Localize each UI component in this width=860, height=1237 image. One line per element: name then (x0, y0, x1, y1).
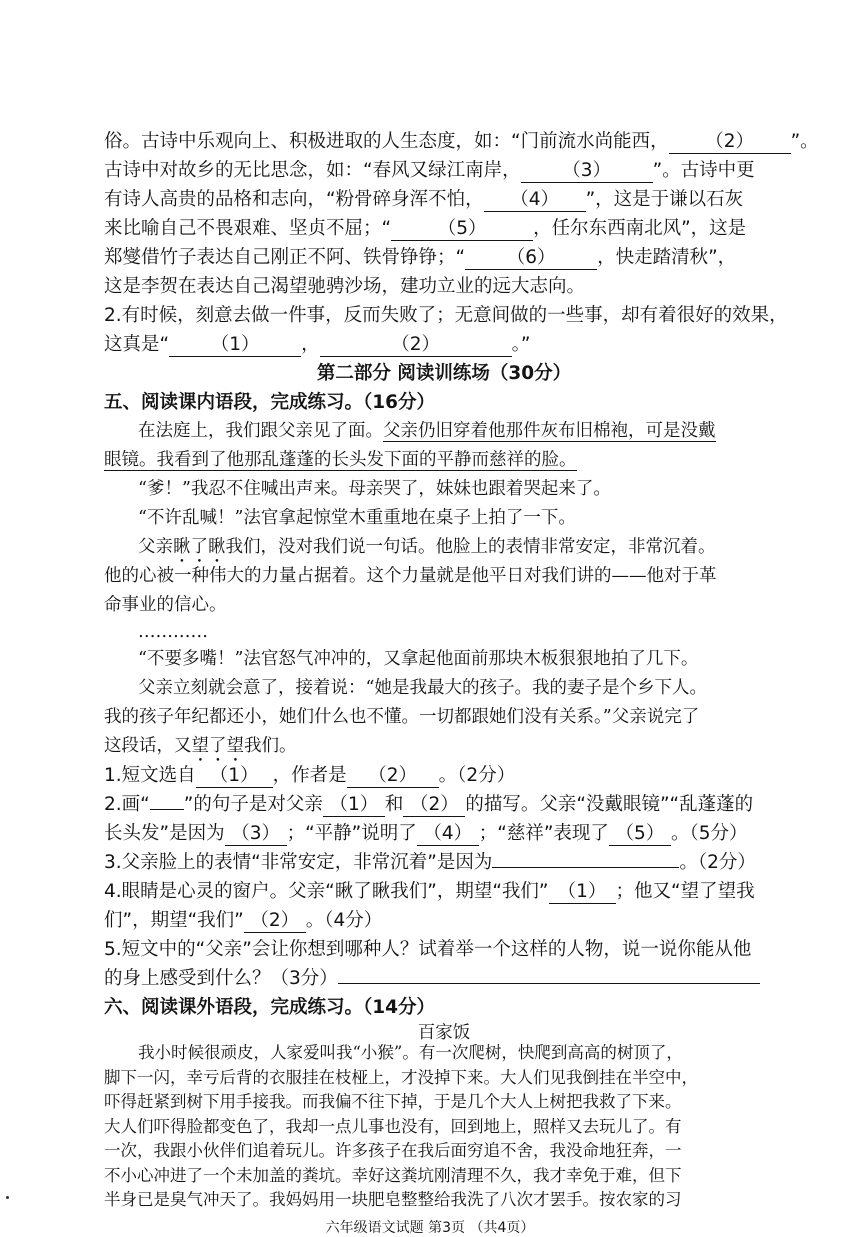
underlined-sentence: 父亲仍旧穿着他那件灰布旧棉袍，可是没戴 (383, 421, 716, 441)
passage-line: 半身已是臭气冲天了。我妈妈用一块肥皂整整给我洗了八次才罢手。按农家的习 (104, 1190, 682, 1209)
underlined-sentence: 眼镜。我看到了他那乱蓬蓬的长头发下面的平静而慈祥的脸。 (104, 450, 577, 470)
passage-line: 我的孩子年纪都还小，她们什么也不懂。一切都跟她们没有关系。”父亲说完了 (104, 707, 700, 727)
poem-line-3: 有诗人高贵的品格和志向，“粉骨碎身浑不怕， （4） ”，这是于谦以石灰 (104, 189, 744, 210)
passage-line: 他的心被一种伟大的力量占据着。这个力量就是他平日对我们讲的——他对于革 (104, 566, 717, 586)
question-3: 3.父亲脸上的表情“非常安定，非常沉着”是因为 。（2分） (104, 852, 756, 873)
story-title: 百家饭 (417, 1023, 471, 1043)
answer-blank[interactable]: （1） (196, 765, 273, 788)
poem-line-1: 俗。古诗中乐观向上、积极进取的人生态度，如：“门前流水尚能西， （2） ”。 (104, 131, 819, 152)
answer-blank[interactable]: （2） (244, 910, 306, 933)
passage-line: 脚下一闪，幸亏后背的衣服挂在枝桠上，才没掉下来。大人们见我倒挂在半空中， (104, 1067, 698, 1087)
question-4-line-1: 4.眼睛是心灵的窗户。父亲“瞅了瞅我们”，期望“我们” （1） ；他又“望了望我 (104, 881, 755, 902)
passage-line: “不要多嘴！”法官怒气冲冲的，又拿起他面前那块木板狠狠地拍了几下。 (138, 649, 699, 669)
question-1: 1.短文选自 （1） ，作者是 （2） 。（2分） (104, 765, 516, 786)
answer-blank[interactable]: （2） (320, 334, 512, 357)
ellipsis: ………… (138, 622, 208, 642)
answer-blank[interactable] (492, 867, 679, 868)
answer-blank[interactable]: （2） (347, 765, 439, 788)
passage-line: 吓得赶紧到树下用手接我。而我偏不往下掉，于是几个大人上树把我救了下来。 (104, 1092, 682, 1111)
answer-blank[interactable]: （3） (521, 160, 653, 183)
answer-blank[interactable] (338, 983, 760, 984)
passage-line: 这段话，又望了望我们。 (104, 736, 297, 756)
passage-line: “不许乱喊！”法官拿起惊堂木重重地在桌子上拍了一下。 (138, 508, 576, 528)
poem-line-6: 这是李贺在表达自己渴望驰骋沙场，建功立业的远大志向。 (104, 276, 586, 297)
passage-line: 不小心冲进了一个未加盖的粪坑。幸好这粪坑刚清理不久，我才幸免于难，但下 (104, 1165, 682, 1185)
answer-blank[interactable]: （2） (403, 794, 465, 817)
question-2-line-2: 长头发”是因为 （3） ；“平静”说明了 （4） ；“慈祥”表现了 （5） 。（5分） (104, 823, 748, 844)
dotted-words: 瞅了瞅 (173, 537, 226, 557)
poem-line-2: 古诗中对故乡的无比思念，如：“春风又绿江南岸， （3） ”。古诗中更 (104, 160, 755, 181)
answer-blank[interactable]: （4） (417, 823, 479, 846)
passage-line (104, 447, 784, 474)
question-2-line-1: 2.画“ ”的句子是对父亲 （1） 和 （2） 的描写。父亲“没戴眼镜”“乱蓬蓬的 (104, 794, 754, 815)
page-footer: 六年级语文试题 第3页 （共4页） (325, 1219, 535, 1236)
scan-speck (6, 1196, 9, 1199)
passage-line: “爹！”我忍不住喊出声来。母亲哭了，妹妹也跟着哭起来了。 (138, 479, 611, 499)
answer-blank[interactable]: （3） (225, 823, 287, 846)
poem-line-4: 来比喻自己不畏艰难、坚贞不屈；“ （5） ，任尔东西南北风”，这是 (104, 218, 747, 239)
passage-line: 命事业的信心。 (104, 595, 227, 615)
answer-blank[interactable]: （5） (391, 218, 533, 241)
answer-blank[interactable]: （1） (323, 794, 385, 817)
passage-line: 父亲瞅了瞅我们，没对我们说一句话。他脸上的表情非常安定，非常沉着。 (138, 537, 716, 557)
question-5-line-1: 5.短文中的“父亲”会让你想到哪种人？试着举一个这样的人物，说一说你能从他 (104, 939, 752, 960)
passage-line: 父亲立刻就会意了，接着说：“她是我最大的孩子。我的妻子是个乡下人。 (138, 678, 707, 698)
answer-blank[interactable]: （6） (465, 247, 597, 270)
answer-blank[interactable]: （1） (549, 881, 616, 904)
section6-title: 六、阅读课外语段，完成练习。（14分） (104, 997, 435, 1018)
passage-line: 大人们吓得脸都变色了，我却一点儿事也没有，回到地上，照样又去玩儿了。有 (104, 1116, 682, 1136)
passage-line: 一次，我跟小伙伴们追着玩儿。许多孩子在我后面穷追不舍，我没命地狂奔，一 (104, 1141, 682, 1160)
section5-title: 五、阅读课内语段，完成练习。（16分） (104, 392, 435, 413)
underline-sample (150, 809, 184, 810)
question-5-line-2: 的身上感受到什么？（3分） (104, 965, 784, 992)
q2-line-1: 2.有时候，刻意去做一件事，反而失败了；无意间做的一些事，却有着很好的效果， (104, 305, 788, 326)
poem-line-5: 郑燮借竹子表达自己刚正不阿、铁骨铮铮；“ （6） ，快走踏清秋”， (104, 247, 737, 268)
q2-line-2: 这真是“ （1） ， （2） 。” (104, 334, 531, 355)
passage-line: 在法庭上，我们跟父亲见了面。父亲仍旧穿着他那件灰布旧棉袍，可是没戴 (138, 421, 716, 441)
answer-blank[interactable]: （1） (169, 334, 301, 357)
answer-blank[interactable]: （4） (484, 189, 586, 212)
dotted-words: 望了望 (191, 736, 244, 756)
answer-blank[interactable]: （2） (669, 131, 791, 154)
passage-line: 我小时候很顽皮，人家爱叫我“小猴”。有一次爬树，快爬到高高的树顶了， (138, 1043, 683, 1062)
question-4-line-2: 们”，期望“我们” （2） 。（4分） (104, 910, 383, 931)
answer-blank[interactable]: （5） (609, 823, 671, 846)
part2-title: 第二部分 阅读训练场（30分） (316, 363, 572, 384)
